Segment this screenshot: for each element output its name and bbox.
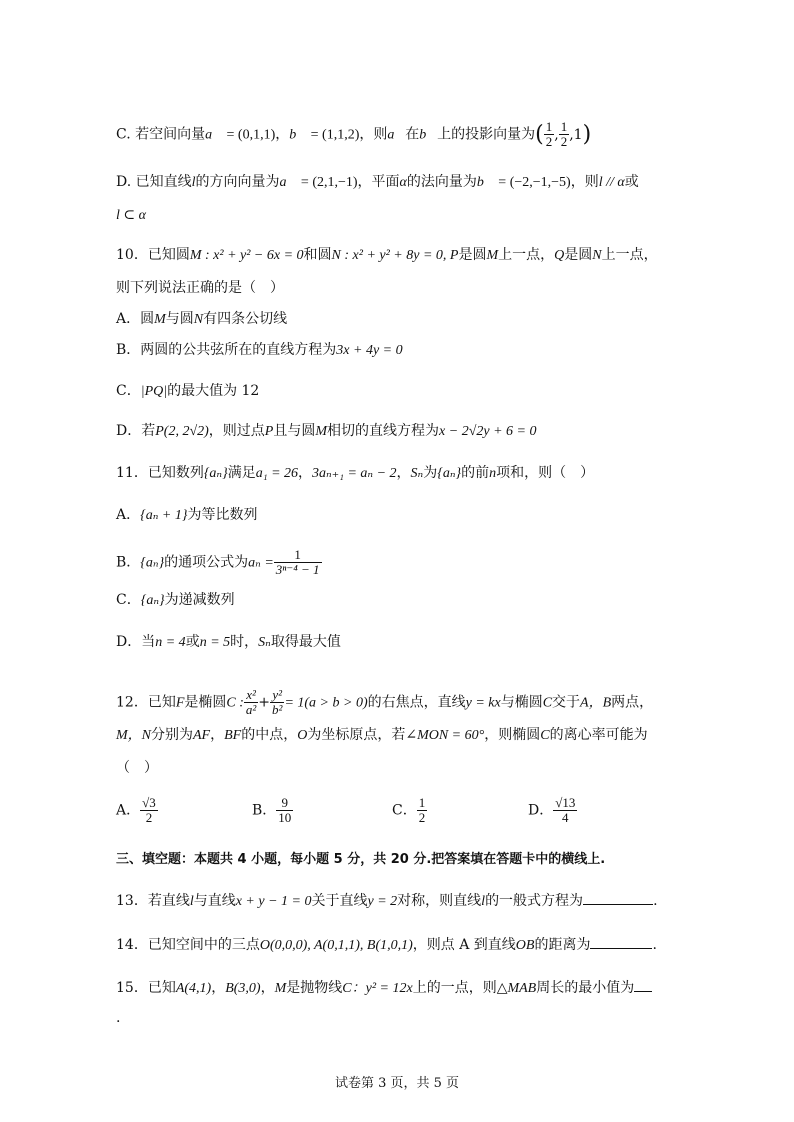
q12-option-b: B． $\frac{9}{10}$ (252, 795, 292, 825)
vector-a: a⃗ (205, 127, 224, 143)
option-d-prev: D. 已知直线l的方向向量为a⃗ = (2,1,−1)，平面α的法向量为b⃗ = (−2,−1,−5)，则l // α或 (116, 174, 639, 190)
question-10: 10．已知圆M : x² + y² − 6x = 0和圆N : x² + y² + 8y = 0, P是圆M上一点，Q是圆N上一点， (116, 247, 658, 263)
answer-blank-15[interactable] (634, 977, 652, 992)
question-11: 11．已知数列{aₙ}满足a₁ = 26，3aₙ₊₁ = aₙ − 2，Sₙ为{aₙ}的前n项和，则（ ） (116, 465, 595, 481)
q10-option-c: C．|PQ|的最大值为 12 (116, 383, 260, 399)
question-10-cont: 则下列说法正确的是（ ） (116, 280, 284, 296)
q11-option-c: C．{aₙ}为递减数列 (116, 592, 235, 608)
q12-option-d: D． $\frac{√13}{4}$ (528, 795, 576, 825)
question-12-cont: M，N分别为AF，BF的中点，O为坐标原点，若∠MON = 60°，则椭圆C的离心率可能为 (116, 727, 648, 743)
page-footer: 试卷第 3 页，共 5 页 (334, 1076, 460, 1091)
option-c-prev: C. 若空间向量a⃗ = (0,1,1)，b⃗ = (1,1,2)，则a⃗在b⃗上的投影向量为( $\frac{1}{2}$ , $\frac{1}{2}$ ,1) (116, 119, 592, 149)
section-heading-fill-in: 三、填空题：本题共 4 小题，每小题 5 分，共 20 分.把答案填在答题卡中的横线上. (116, 852, 606, 867)
q10-option-b: B．两圆的公共弦所在的直线方程为3x + 4y = 0 (116, 342, 403, 358)
q11-option-d: D．当n = 4或n = 5时，Sₙ取得最大值 (116, 634, 341, 650)
question-15: 15．已知A(4,1)，B(3,0)，M是抛物线C：y² = 12x上的一点，则△MAB周长的最小值为 (116, 977, 652, 999)
option-d-prev-cont: l ⊂ α (116, 208, 146, 223)
q11-option-a: A．{aₙ + 1}为等比数列 (116, 507, 258, 523)
q10-option-a: A．圆M与圆N有四条公切线 (116, 311, 288, 327)
question-12-paren: （ ） (116, 760, 158, 776)
answer-blank-14[interactable] (590, 934, 652, 949)
vector-b: b⃗ (289, 127, 308, 143)
q10-option-d: D．若P(2, 2√2)，则过点P且与圆M相切的直线方程为x − 2√2y + 6 = 0 (116, 423, 537, 439)
q12-option-c: C． $\frac{1}{2}$ (392, 795, 426, 825)
q12-option-a: A． $\frac{√3}{2}$ (116, 795, 156, 825)
answer-blank-13[interactable] (583, 890, 653, 905)
projection-vector: ( $\frac{1}{2}$ , $\frac{1}{2}$ ,1) (535, 119, 592, 149)
question-15-end: . (116, 1010, 121, 1026)
question-14: 14．已知空间中的三点O(0,0,0), A(0,1,1), B(1,0,1)，则点 A 到直线OB的距离为 . (116, 934, 657, 956)
question-12: 12．已知F是椭圆C : $\frac{\text{x²}}{\text{a²}}$ + $\frac{\text{y²}}{\text{b²}}$ = 1(a > b > 0)的右焦点，直线y = kx与椭圆C交于A，B两点， (116, 687, 654, 717)
q11-option-b: B．{aₙ}的通项公式为aₙ = $\frac{1}{\text{3ⁿ⁻⁴ − 1}}$ (116, 547, 320, 577)
question-13: 13．若直线l与直线x + y − 1 = 0关于直线y = 2对称，则直线l的一般式方程为 . (116, 890, 658, 912)
